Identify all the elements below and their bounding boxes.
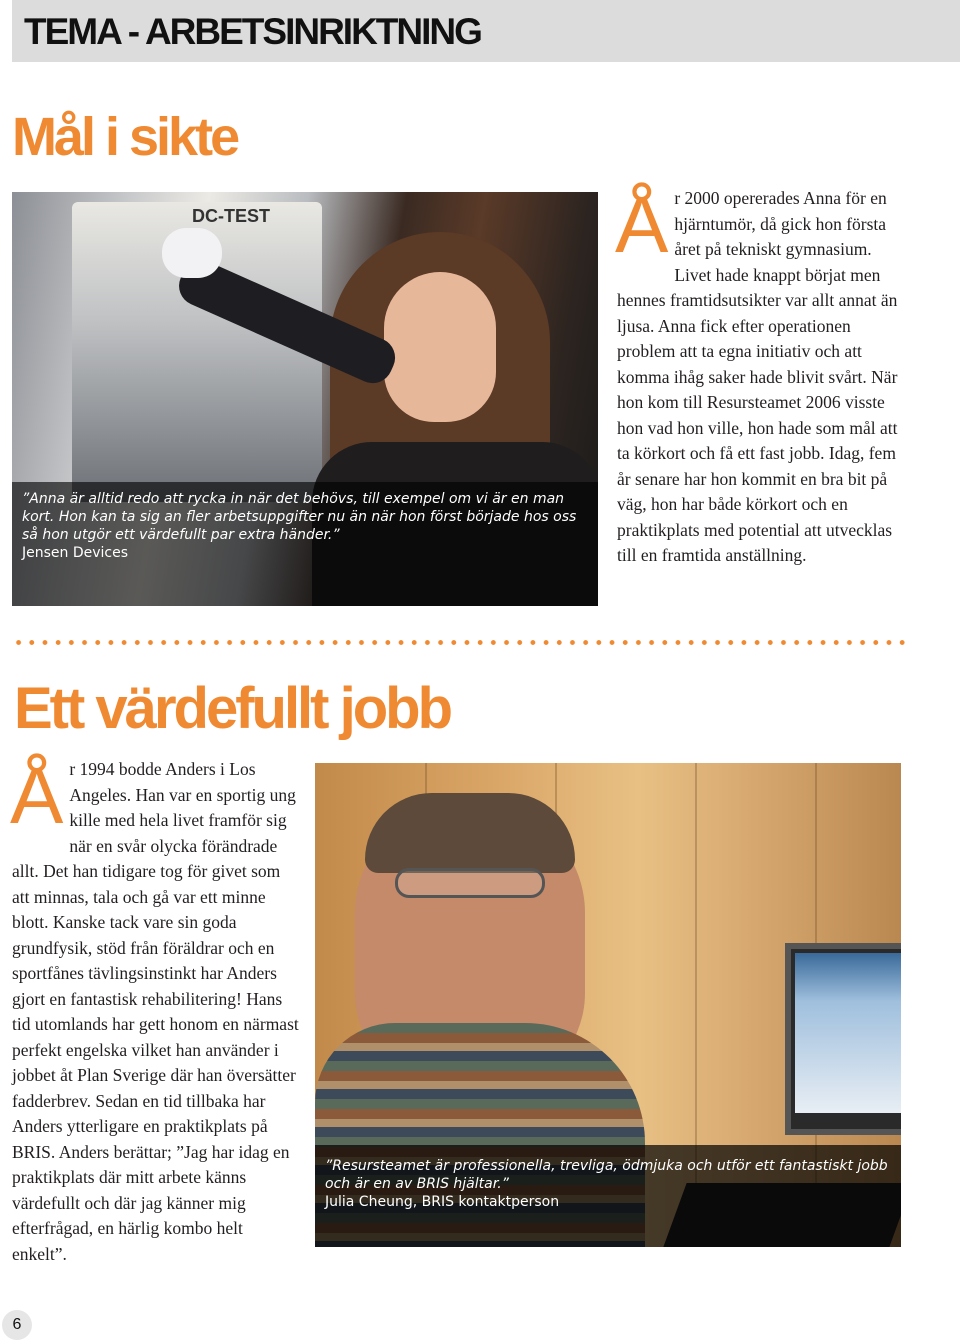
caption-source: Jensen Devices	[22, 545, 129, 561]
white-glove	[162, 228, 222, 278]
article1-body	[615, 180, 907, 569]
machine-label: DC-TEST	[192, 206, 270, 226]
monitor-screen	[795, 953, 901, 1113]
article1-dropcap: Å	[615, 180, 669, 269]
caption-source: Julia Cheung, BRIS kontaktperson	[325, 1194, 560, 1210]
dotted-divider	[12, 640, 905, 645]
article2-dropcap: Å	[10, 751, 64, 840]
article1-body-text: r 2000 opererades Anna för en hjärntumör, då gick hon första året på tekniskt gymnasium. Livet hade knappt börjat men hennes framtidsutsikter var allt annat än ljusa. Anna fick efter operationen problem att ta egna initiativ och att komma ihåg saker hade blivit svårt. När hon kom till Resursteamet 2006 visste hon vad hon ville, hon hade som mål att ta körkort och få ett fast jobb. Idag, fem år senare har hon kommit en bra bit på väg, hon har både körkort och en praktikplats med potential att utvecklas till en framtida anställning.	[617, 188, 898, 565]
article2-body-text: r 1994 bodde Anders i Los Angeles. Han var en sportig ung kille med hela livet framför sig när en svår olycka förändrade allt. Det han tidigare tog för givet som att minnas, tala och gå var ett minne blott. Kanske tack vare sin goda grundfysik, stöd från föräldrar och en sportfånes tävlingsinstinkt har Anders gjort en fantastisk rehabilitering! Hans tid utomlands har gett honom en närmast perfekt engelska vilket han använder i jobbet åt Plan Sverige där han översätter fadderbrev. Sedan en tid tillbaka har Anders ytterligare en praktikplats på BRIS. Anders berättar; ”Jag har idag en praktikplats där mitt arbete känns värdefullt och där jag känner mig efterfrågad, en härlig kombo helt enkelt”.	[12, 759, 299, 1264]
section-title: TEMA - ARBETSINRIKTNING	[24, 11, 481, 52]
caption-quote: ”Anna är alltid redo att rycka in när det behövs, till exempel om vi är en man kort. Hon kan ta sig an fler arbetsuppgifter nu än när hon först började hos oss så hon utgör ett värdefullt par extra händer.”	[22, 491, 577, 543]
article1-title: Mål i sikte	[12, 107, 238, 167]
article2-photo-caption	[315, 1145, 901, 1247]
glasses	[395, 868, 545, 898]
article1-photo	[12, 192, 598, 606]
article2-body	[10, 751, 302, 1267]
man-hair	[365, 793, 575, 873]
page-number: 6	[2, 1310, 32, 1340]
article2-title: Ett värdefullt jobb	[14, 676, 450, 741]
article1-photo-caption	[12, 482, 598, 606]
woman-face	[384, 272, 496, 422]
caption-quote: ”Resursteamet är professionella, trevliga, ödmjuka och utför ett fantastiskt jobb och är en av BRIS hjältar.”	[325, 1158, 888, 1192]
article2-photo	[315, 763, 901, 1247]
